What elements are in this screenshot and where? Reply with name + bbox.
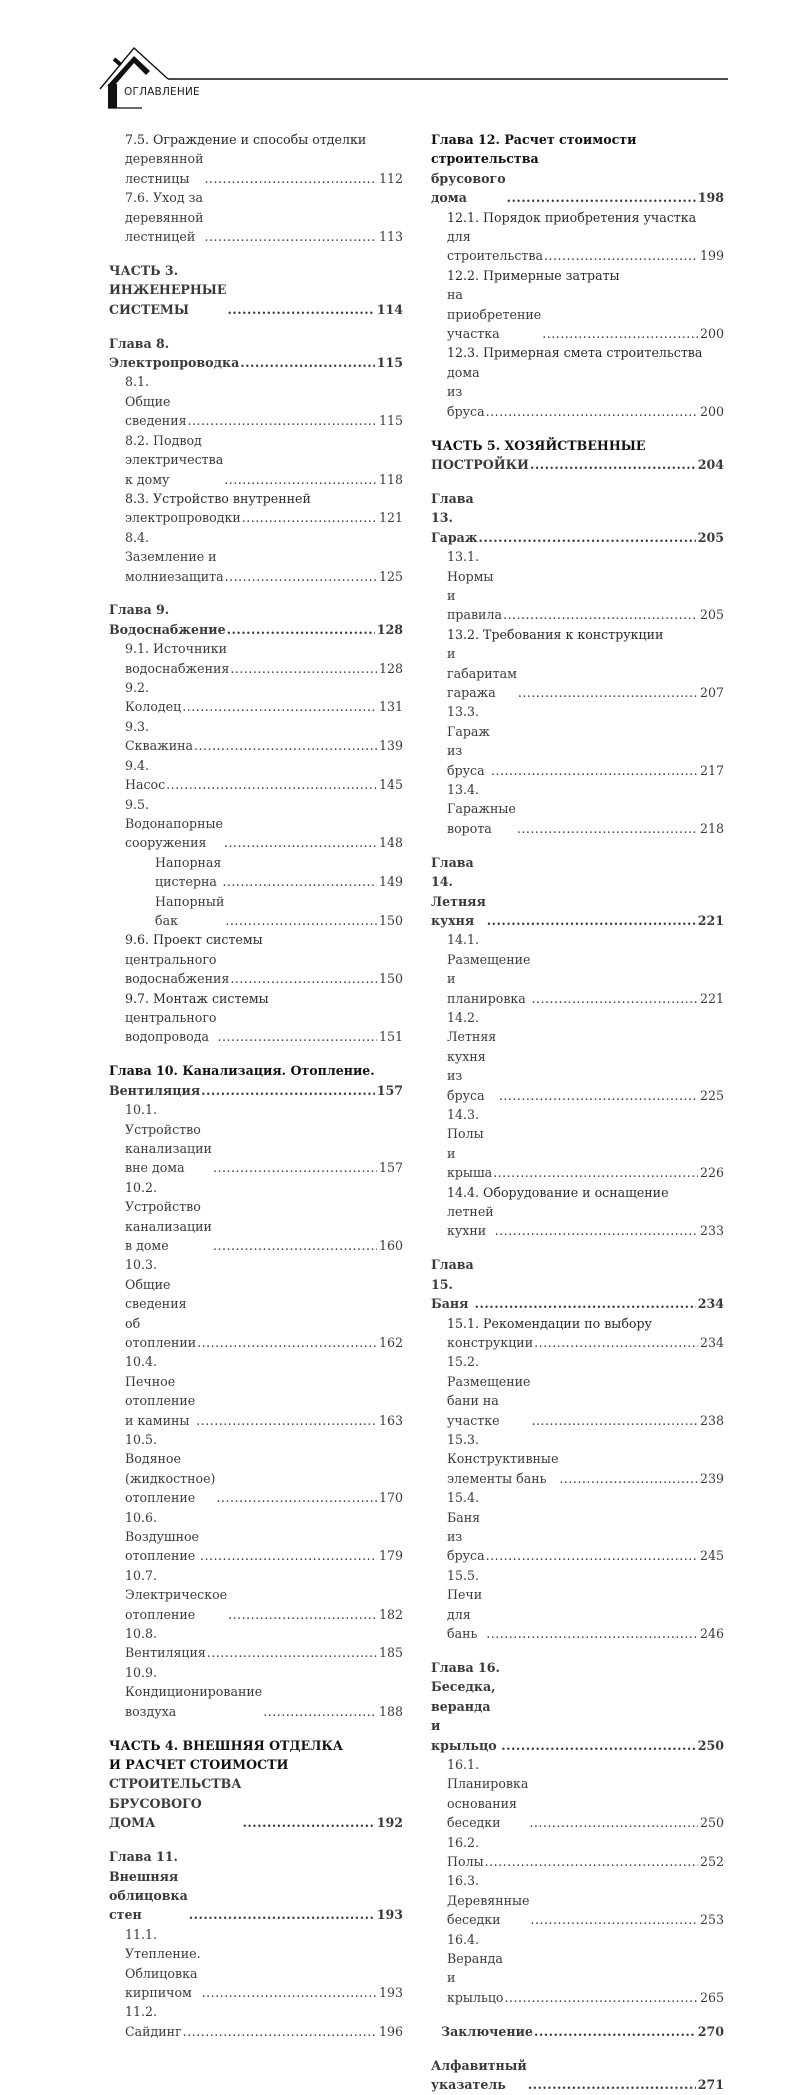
page-header (0, 0, 800, 120)
toc-entry-section[interactable] (109, 1255, 403, 1352)
toc-entry-title: и габаритам гаража (447, 646, 517, 700)
toc-entry-title: электропроводки (125, 510, 241, 526)
toc-entry-title: 13.3. Гараж из бруса (447, 704, 491, 778)
dot-leader (189, 1905, 375, 1924)
dot-leader (230, 659, 377, 678)
page-number: 145 (378, 777, 403, 793)
page-number: 205 (699, 607, 724, 623)
toc-entry-section[interactable] (109, 1624, 403, 1663)
toc-entry-section[interactable] (431, 780, 724, 838)
toc-entry-title: 15.3. Конструктивные элементы бань (447, 1432, 559, 1486)
toc-entry-part[interactable] (431, 436, 724, 475)
page-number: 163 (378, 1412, 403, 1428)
page-number: 148 (378, 835, 403, 851)
toc-entry-title: центрального водоснабжения (125, 951, 230, 987)
toc-entry-title-line: 12.1. Порядок приобретения участка (447, 209, 697, 225)
toc-entry-title: 9.2. Колодец (125, 680, 182, 715)
page-number: 204 (697, 457, 724, 472)
page-number: 207 (699, 684, 724, 700)
toc-entry-section[interactable] (109, 1566, 403, 1624)
toc-entry-section[interactable] (109, 528, 403, 586)
toc-entry-chapter[interactable] (431, 853, 724, 931)
toc-entry-title: 10.1. Устройство канализации вне дома (125, 1102, 212, 1176)
dot-leader (518, 683, 698, 702)
dot-leader (491, 761, 698, 780)
toc-entry-title: 14.3. Полы и крыша (447, 1107, 493, 1181)
toc-entry-title: 10.2. Устройство канализации в доме (125, 1179, 212, 1253)
toc-entry-title: летней кухни (447, 1204, 494, 1239)
toc-entry-title: Заключение (441, 2023, 533, 2039)
page-number: 252 (699, 1854, 724, 1870)
dot-leader (243, 1813, 375, 1832)
dot-leader (528, 2075, 696, 2094)
toc-entry-title: 16.2. Полы (447, 1834, 484, 1870)
toc-entry-title: 10.9. Кондиционирование воздуха (125, 1664, 263, 1719)
toc-entry-title: 14.1. Размещение и планировка (447, 932, 531, 1006)
page-number: 238 (699, 1412, 724, 1428)
house-icon (0, 0, 800, 120)
page-number: 193 (376, 1907, 403, 1923)
page-number: 162 (378, 1334, 403, 1350)
page-number: 188 (378, 1703, 403, 1719)
toc-entry-section[interactable] (109, 756, 403, 795)
dot-leader (486, 1624, 698, 1643)
page-number: 245 (699, 1548, 724, 1564)
toc-entry-section[interactable] (431, 1566, 724, 1644)
page-number: 198 (697, 190, 724, 206)
toc-entry-title: конструкции (447, 1334, 534, 1350)
toc-entry-section[interactable] (431, 208, 724, 266)
page-number: 226 (699, 1165, 724, 1181)
dot-leader (507, 188, 696, 207)
toc-entry-title: Глава 9. Водоснабжение (109, 602, 226, 637)
toc-entry-title: 14.2. Летняя кухня из бруса (447, 1009, 497, 1103)
dot-leader (218, 1027, 377, 1046)
toc-entry-subsection[interactable] (109, 892, 403, 931)
toc-entry-title-line: 9.6. Проект системы (125, 932, 263, 948)
toc-entry-section[interactable] (431, 1871, 724, 1929)
dot-leader (242, 508, 377, 527)
toc-entry-title: Глава 14. Летняя кухня (431, 854, 486, 928)
toc-entry-title: Напорная цистерна (155, 854, 222, 890)
page-number: 115 (378, 413, 403, 429)
toc-entry-title: 10.6. Воздушное отопление (125, 1509, 200, 1564)
page-number: 217 (699, 762, 724, 778)
dot-leader (200, 1546, 377, 1565)
toc-entry-title-line: 7.5. Ограждение и способы отделки (125, 132, 367, 147)
page-number: 128 (376, 621, 403, 637)
toc-entry-title: ЧАСТЬ 3. ИНЖЕНЕРНЫЕ СИСТЕМЫ (109, 262, 227, 317)
toc-entry-title: 8.2. Подвод электричества к дому (125, 432, 224, 487)
dot-leader (559, 1469, 698, 1488)
page-number: 234 (697, 1296, 724, 1312)
page-number: 250 (699, 1815, 724, 1831)
toc-entry-chapter[interactable] (431, 1658, 724, 1755)
page-number: 125 (378, 568, 403, 584)
toc-entry-section[interactable] (109, 2002, 403, 2041)
toc-entry-section[interactable] (109, 1178, 403, 1256)
toc-entry-section[interactable] (109, 989, 403, 1047)
toc-entry-section[interactable] (109, 372, 403, 430)
dot-leader (495, 1221, 698, 1240)
toc-entry-title: 8.1. Общие сведения (125, 374, 187, 429)
toc-entry-title: 9.1. Источники водоснабжения (125, 641, 230, 676)
toc-entry-title-line: 12.3. Примерная смета строительства (447, 345, 703, 361)
page-number: 139 (378, 738, 403, 754)
toc-entry-section[interactable] (431, 1755, 724, 1833)
toc-entry-title-line: 13.2. Требования к конструкции (447, 626, 664, 642)
toc-entry-section[interactable] (109, 639, 403, 678)
toc-entry-title: 13.1. Нормы и правила (447, 549, 502, 623)
toc-entry-title: для строительства (447, 229, 543, 264)
toc-entry-section[interactable] (431, 1930, 724, 2008)
page-number: 250 (697, 1737, 724, 1753)
page-number: 205 (697, 529, 724, 545)
page-number: 179 (378, 1548, 403, 1564)
page-number: 225 (699, 1087, 724, 1103)
page-number: 160 (378, 1237, 403, 1253)
toc-entry-title: 16.3. Деревянные беседки (447, 1873, 530, 1928)
toc-entry-subsection[interactable] (109, 853, 403, 892)
dot-leader (504, 1988, 697, 2007)
dot-leader (240, 353, 374, 372)
page-number: 150 (378, 912, 403, 928)
toc-entry-title: 16.1. Планировка основания беседки (447, 1757, 529, 1831)
toc-entry-section[interactable] (431, 1314, 724, 1353)
toc-entry-title: 10.8. Вентиляция (125, 1626, 206, 1661)
dot-leader (517, 819, 698, 838)
toc-entry-chapter[interactable] (431, 1255, 724, 1313)
page-number: 234 (699, 1334, 724, 1350)
toc-entry-title: 10.5. Водяное (жидкостное) отопление (125, 1432, 216, 1506)
toc-entry-section[interactable] (109, 130, 403, 188)
page-number: 157 (376, 1082, 403, 1098)
toc-entry-title-line: Глава 10. Канализация. Отопление. (109, 1063, 375, 1079)
toc-entry-title: 15.2. Размещение бани на участке (447, 1354, 531, 1428)
toc-entry-chapter[interactable] (431, 2056, 724, 2095)
dot-leader (532, 1411, 698, 1430)
toc-entry-title: 9.3. Скважина (125, 718, 193, 754)
toc-entry-title: 16.4. Веранда и крыльцо (447, 1931, 504, 2005)
toc-entry-section[interactable] (109, 717, 403, 756)
dot-leader (224, 833, 377, 852)
toc-entry-title-line: 12.2. Примерные затраты (447, 267, 620, 283)
toc-entry-title-line: 8.3. Устройство внутренней (125, 490, 311, 506)
toc-entry-title: 11.1. Утепление. Облицовка кирпичом (125, 1926, 201, 2000)
dot-leader (197, 1333, 377, 1352)
page-number: 185 (378, 1645, 403, 1661)
page-number: 192 (376, 1815, 403, 1831)
toc-entry-title: 10.7. Электрическое отопление (125, 1567, 228, 1622)
toc-entry-title: дома из бруса (447, 364, 485, 419)
dot-leader (532, 989, 698, 1008)
page-number: 128 (378, 660, 403, 676)
dot-leader (224, 470, 377, 489)
page-title: ОГЛАВЛЕНИЕ (124, 86, 200, 98)
dot-leader (182, 697, 377, 716)
toc-entry-section[interactable] (109, 1663, 403, 1721)
page-number: 149 (378, 874, 403, 890)
page-number: 121 (378, 510, 403, 526)
toc-entry-title-line: 15.1. Рекомендации по выбору (447, 1315, 652, 1331)
toc-entry-section[interactable] (109, 678, 403, 717)
dot-leader (183, 2022, 377, 2041)
toc-entry-section[interactable] (109, 930, 403, 988)
page-number: 193 (378, 1984, 403, 2000)
dot-leader (542, 324, 698, 343)
page-number: 221 (697, 912, 724, 928)
dot-leader (225, 911, 377, 930)
toc-entry-title-line: И РАСЧЕТ СТОИМОСТИ (109, 1757, 289, 1772)
toc-entry-title: 9.5. Водонапорные сооружения (125, 796, 223, 851)
toc-entry-title: Алфавитный указатель (431, 2057, 527, 2093)
dot-leader (493, 1163, 698, 1182)
toc-entry-section[interactable] (109, 431, 403, 489)
toc-entry-section[interactable] (109, 795, 403, 853)
toc-entry-section[interactable] (431, 547, 724, 625)
toc-entry-section[interactable] (431, 1352, 724, 1430)
toc-entry-title: 8.4. Заземление и молниезащита (125, 529, 224, 584)
dot-leader (188, 411, 377, 430)
page-number: 150 (378, 971, 403, 987)
toc-entry-title: на приобретение участка (447, 287, 542, 342)
toc-entry-section[interactable] (431, 930, 724, 1008)
toc-entry-title: ПОСТРОЙКИ (431, 457, 529, 472)
toc-entry-section[interactable] (109, 1352, 403, 1430)
page-number: 239 (699, 1470, 724, 1486)
dot-leader (534, 2022, 696, 2041)
toc-entry-conclusion[interactable] (431, 2022, 724, 2041)
toc-entry-title-line: ЧАСТЬ 4. ВНЕШНЯЯ ОТДЕЛКА (109, 1737, 344, 1753)
dot-leader (479, 528, 696, 547)
dot-leader (475, 1294, 696, 1313)
dot-leader (263, 1702, 377, 1721)
dot-leader (230, 969, 377, 988)
toc-entry-section[interactable] (109, 1508, 403, 1566)
toc-entry-title: 9.4. Насос (125, 757, 166, 793)
dot-leader (534, 1333, 698, 1352)
toc-entry-title: 15.5. Печи для бань (447, 1567, 483, 1642)
toc-entry-section[interactable] (109, 489, 403, 528)
dot-leader (485, 1852, 698, 1871)
toc-left-column (109, 130, 403, 2041)
toc-entry-title: 7.6. Уход за деревянной лестницей (125, 190, 204, 245)
toc-entry-section[interactable] (109, 1430, 403, 1508)
dot-leader (225, 567, 377, 586)
toc-entry-title: Глава 8. Электропроводка (109, 335, 240, 371)
dot-leader (166, 775, 377, 794)
toc-entry-title-line: Глава 12. Расчет стоимости строительства (431, 132, 637, 167)
dot-leader (196, 1411, 377, 1430)
toc-entry-title: Глава 15. Баня (431, 1257, 474, 1312)
dot-leader (228, 1605, 377, 1624)
toc-entry-section[interactable] (431, 266, 724, 344)
dot-leader (503, 605, 698, 624)
page-number: 270 (697, 2023, 724, 2039)
dot-leader (205, 227, 377, 246)
page-number: 114 (376, 301, 403, 317)
toc-entry-section[interactable] (431, 343, 724, 421)
page-number: 271 (697, 2077, 724, 2093)
toc-entry-section[interactable] (431, 1488, 724, 1566)
dot-leader (499, 1086, 698, 1105)
toc-entry-section[interactable] (109, 1100, 403, 1178)
dot-leader (216, 1488, 376, 1507)
dot-leader (227, 620, 375, 639)
page-number: 246 (699, 1626, 724, 1642)
dot-leader (205, 169, 377, 188)
page-number: 253 (699, 1912, 724, 1928)
page-number: 200 (699, 326, 724, 342)
toc-entry-title-line: ЧАСТЬ 5. ХОЗЯЙСТВЕННЫЕ (431, 437, 646, 453)
page-number: 221 (699, 990, 724, 1006)
toc-entry-chapter[interactable] (431, 489, 724, 547)
toc-entry-title: Глава 13. Гараж (431, 490, 478, 545)
page-number: 115 (376, 355, 403, 371)
page-number: 199 (699, 248, 724, 264)
toc-entry-chapter[interactable] (109, 600, 403, 639)
page-number: 265 (699, 1989, 724, 2005)
toc-entry-title: Напорный бак (155, 893, 225, 928)
dot-leader (501, 1736, 695, 1755)
toc-entry-title: Глава 16. Беседка, веранда и крыльцо (431, 1659, 500, 1753)
page-number: 182 (378, 1606, 403, 1622)
page-number: 112 (378, 170, 403, 186)
dot-leader (530, 455, 696, 474)
toc-entry-section[interactable] (431, 625, 724, 703)
toc-entry-chapter[interactable] (431, 130, 724, 208)
page-number: 131 (378, 699, 403, 715)
toc-entry-title: СТРОИТЕЛЬСТВА БРУСОВОГО ДОМА (109, 1776, 242, 1831)
toc-entry-title-line: 14.4. Оборудование и оснащение (447, 1184, 669, 1200)
page-number: 200 (699, 403, 724, 419)
dot-leader (213, 1158, 377, 1177)
page-number: 157 (378, 1160, 403, 1176)
dot-leader (202, 1983, 377, 2002)
toc-entry-title: брусового дома (431, 170, 506, 206)
toc-entry-chapter[interactable] (109, 1847, 403, 1925)
toc-entry-title: 11.2. Сайдинг (125, 2004, 182, 2039)
toc-entry-title: Вентиляция (109, 1082, 201, 1098)
dot-leader (544, 246, 698, 265)
dot-leader (222, 872, 377, 891)
toc-entry-title: Глава 11. Внешняя облицовка стен (109, 1849, 188, 1923)
page-number: 113 (378, 229, 403, 245)
dot-leader (201, 1081, 375, 1100)
dot-leader (194, 736, 377, 755)
toc-entry-section[interactable] (431, 1183, 724, 1241)
toc-entry-section[interactable] (431, 702, 724, 780)
toc-entry-part[interactable] (109, 261, 403, 319)
dot-leader (487, 911, 696, 930)
page-number: 170 (378, 1490, 403, 1506)
dot-leader (207, 1643, 377, 1662)
page-number: 233 (699, 1223, 724, 1239)
dot-leader (486, 402, 698, 421)
toc-entry-title: 10.3. Общие сведения об отоплении (125, 1257, 197, 1350)
toc-entry-title: 15.4. Баня из бруса (447, 1490, 485, 1564)
page-number: 218 (699, 820, 724, 836)
page-number: 151 (378, 1029, 403, 1045)
toc-entry-title: 10.4. Печное отопление и камины (125, 1354, 196, 1428)
toc-entry-part[interactable] (109, 1736, 403, 1833)
toc-entry-section[interactable] (431, 1430, 724, 1488)
page-number: 196 (378, 2023, 403, 2039)
dot-leader (529, 1813, 698, 1832)
dot-leader (213, 1236, 377, 1255)
dot-leader (228, 300, 375, 319)
toc-entry-section[interactable] (431, 1105, 724, 1183)
toc-entry-section[interactable] (431, 1008, 724, 1105)
toc-entry-section[interactable] (109, 1925, 403, 2003)
page-number: 118 (378, 471, 403, 487)
dot-leader (486, 1546, 698, 1565)
toc-entry-chapter[interactable] (109, 1061, 403, 1100)
toc-entry-title: деревянной лестницы (125, 151, 204, 186)
toc-entry-title: 13.4. Гаражные ворота (447, 782, 516, 836)
toc-entry-title: центрального водопровода (125, 1009, 217, 1045)
toc-entry-title-line: 9.7. Монтаж системы (125, 990, 269, 1006)
toc-right-column (431, 130, 724, 2095)
dot-leader (531, 1910, 698, 1929)
toc-entry-section[interactable] (109, 188, 403, 246)
toc-entry-section[interactable] (431, 1833, 724, 1872)
toc-entry-chapter[interactable] (109, 334, 403, 373)
